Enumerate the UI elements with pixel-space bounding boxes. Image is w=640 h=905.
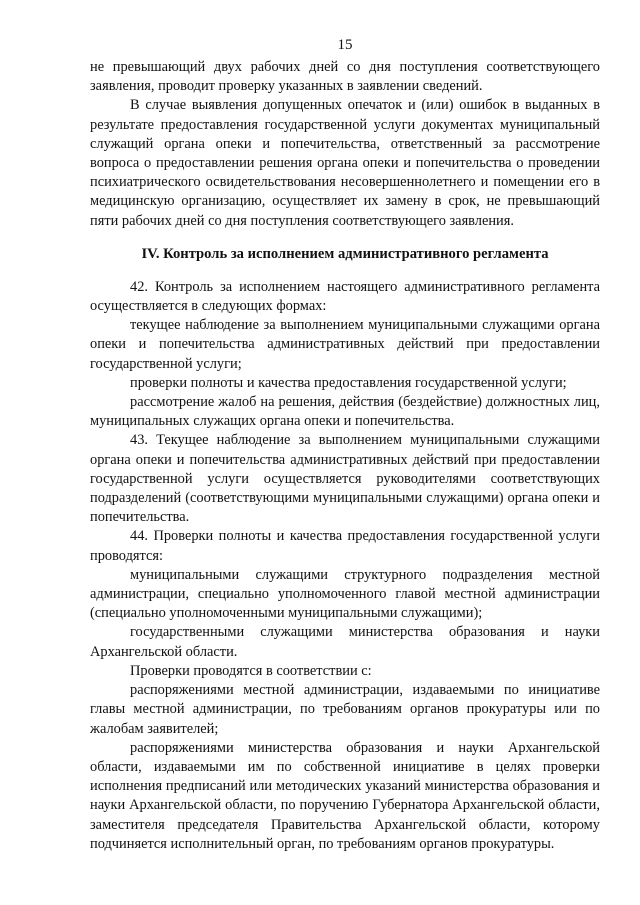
paragraph: 42. Контроль за исполнением настоящего административного регламента осуществляется в следующих формах:: [90, 278, 600, 315]
section-title: IV. Контроль за исполнением административного регламента: [141, 245, 549, 262]
paragraph: рассмотрение жалоб на решения, действия (бездействие) должностных лиц, муниципальных служащих органа опеки и попечительства.: [90, 394, 600, 430]
paragraph: распоряжениями министерства образования и науки Архангельской области, издаваемыми им по собственной инициативе в целях проверки исполнения предписаний или методических указаний министерства образования и науки Архангельской области, по поручению Губернатора Архангельской области, заместителя председателя Правительства Архангельской области, которому подчиняется исполнительный орган, по требованиям органов прокуратуры.: [90, 739, 600, 852]
paragraph: муниципальными служащими структурного подразделения местной администрации, специально уполномоченного главой местной администрации (специально уполномоченными муниципальными служащими);: [90, 566, 600, 622]
paragraph: государственными служащими министерства образования и науки Архангельской области.: [90, 624, 600, 660]
paragraph: не превышающий двух рабочих дней со дня поступления соответствующего заявления, проводит проверку указанных в заявлении сведений.: [90, 59, 600, 95]
paragraph: распоряжениями местной администрации, издаваемыми по инициативе главы местной администрации, по требованиям органов прокуратуры или по жалобам заявителей;: [90, 682, 600, 737]
document-body: [90, 58, 600, 854]
paragraph: 44. Проверки полноты и качества предоставления государственной услуги проводятся:: [90, 528, 600, 564]
paragraph: текущее наблюдение за выполнением муниципальными служащими органа опеки и попечительства административных действий при предоставлении государственной услуги;: [90, 317, 600, 372]
paragraph: В случае выявления допущенных опечаток и (или) ошибок в выданных в результате предоставления государственной услуги документах муниципальный служащий органа опеки и попечительства, ответственный за рассмотрение вопроса о предоставлении решения органа опеки и попечительства о проведении психиатрического освидетельствования несовершеннолетнего и помещении его в медицинскую организацию, осуществляет их замену в срок, не превышающий пяти рабочих дней со дня поступления соответствующего заявления.: [90, 97, 600, 229]
paragraph: проверки полноты и качества предоставления государственной услуги;: [130, 374, 567, 391]
paragraph: Проверки проводятся в соответствии с:: [130, 662, 372, 679]
page-number: 15: [337, 37, 353, 53]
paragraph: 43. Текущее наблюдение за выполнением муниципальными служащими органа опеки и попечительства административных действий при предоставлении государственной услуги осуществляется руководителями соответствующих подразделений (соответствующими муниципальными служащими) органа опеки и попечительства.: [90, 432, 600, 526]
